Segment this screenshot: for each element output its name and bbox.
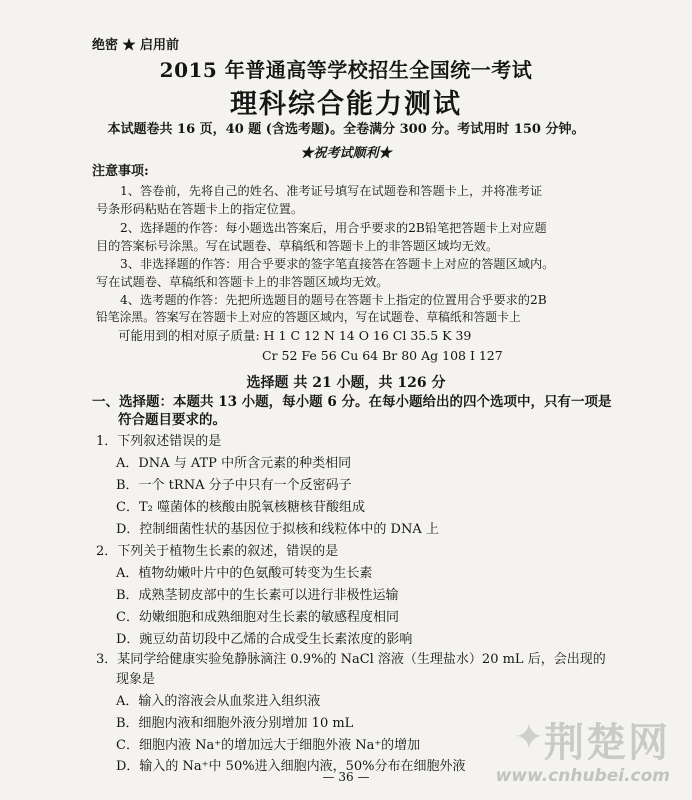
note-line: 3、非选择题的作答：用合乎要求的签字笔直接答在答题卡上对应的答题区域内。 bbox=[120, 257, 555, 271]
question-2-option-d: D．豌豆幼苗切段中乙烯的合成受生长素浓度的影响 bbox=[116, 632, 413, 647]
question-1-option-b: B．一个 tRNA 分子中只有一个反密码子 bbox=[116, 478, 352, 493]
section-title: 选择题 共 21 小题，共 126 分 bbox=[246, 375, 446, 391]
question-3-stem-cont: 现象是 bbox=[116, 672, 156, 687]
note-line: 目的答案标号涂黑。写在试题卷、草稿纸和答题卡上的非答题区域均无效。 bbox=[96, 239, 499, 253]
good-luck-banner: ★祝考试顺利★ bbox=[300, 146, 392, 161]
watermark-logo: 荆楚网 bbox=[544, 720, 670, 766]
note-line: 4、选考题的作答：先把所选题目的题号在答题卡上指定的位置用合乎要求的2B bbox=[120, 293, 547, 307]
part-one-instruction-cont: 符合题目要求的。 bbox=[118, 412, 226, 428]
question-2-option-a: A．植物幼嫩叶片中的色氨酸可转变为生长素 bbox=[116, 566, 373, 581]
notes-heading: 注意事项: bbox=[92, 164, 149, 179]
question-3-option-c: C．细胞内液 Na⁺的增加远大于细胞外液 Na⁺的增加 bbox=[116, 738, 421, 753]
question-3-option-b: B．细胞内液和细胞外液分别增加 10 mL bbox=[116, 716, 354, 731]
question-3-stem: 3．某同学给健康实验兔静脉滴注 0.9%的 NaCl 溶液（生理盐水）20 mL 后，会出现的 bbox=[96, 652, 606, 667]
site-watermark bbox=[495, 706, 684, 794]
question-1-option-a: A．DNA 与 ATP 中所含元素的种类相同 bbox=[116, 456, 352, 471]
exam-subject-title: 理科综合能力测试 bbox=[230, 89, 462, 120]
note-line: 2、选择题的作答：每小题选出答案后，用合乎要求的2B铅笔把答题卡上对应题 bbox=[120, 221, 547, 235]
page-number: — 36 — bbox=[322, 770, 370, 784]
note-line: 1、答卷前，先将自己的姓名、准考证号填写在试题卷和答题卡上，并将准考证 bbox=[120, 184, 543, 198]
atomic-mass-line-2: Cr 52 Fe 56 Cu 64 Br 80 Ag 108 I 127 bbox=[262, 348, 503, 363]
part-one-instruction: 一、选择题：本题共 13 小题，每小题 6 分。在每小题给出的四个选项中，只有一项是 bbox=[92, 394, 612, 410]
question-2-option-b: B．成熟茎韧皮部中的生长素可以进行非极性运输 bbox=[116, 588, 399, 603]
question-2-stem: 2．下列关于植物生长素的叙述，错误的是 bbox=[96, 544, 339, 559]
question-3-option-a: A．输入的溶液会从血浆进入组织液 bbox=[116, 694, 321, 709]
bird-logo-icon: ✦ bbox=[513, 717, 544, 758]
watermark-url: www.cnhubei.com bbox=[495, 766, 670, 786]
note-line: 写在试题卷、草稿纸和答题卡上的非答题区域均无效。 bbox=[96, 275, 389, 289]
question-1-option-c: C．T₂ 噬菌体的核酸由脱氧核糖核苷酸组成 bbox=[116, 500, 365, 515]
note-line: 号条形码粘贴在答题卡上的指定位置。 bbox=[96, 202, 304, 216]
note-line: 铅笔涂黑。答案写在答题卡上对应的答题区域内，写在试题卷、草稿纸和答题卡上 bbox=[96, 310, 521, 324]
question-1-option-d: D．控制细菌性状的基因位于拟核和线粒体中的 DNA 上 bbox=[116, 522, 439, 537]
exam-meta: 本试题卷共 16 页，40 题 (含选考题)。全卷满分 300 分。考试用时 150 分钟。 bbox=[107, 122, 585, 137]
question-2-option-c: C．幼嫩细胞和成熟细胞对生长素的敏感程度相同 bbox=[116, 610, 399, 625]
question-3-option-d: D．输入的 Na⁺中 50%进入细胞内液，50%分布在细胞外液 bbox=[116, 759, 466, 774]
atomic-mass-line-1: 可能用到的相对原子质量: H 1 C 12 N 14 O 16 Cl 35.5 K 39 bbox=[118, 328, 472, 343]
question-1-stem: 1．下列叙述错误的是 bbox=[96, 434, 222, 449]
exam-year-title: 2015 年普通高等学校招生全国统一考试 bbox=[159, 58, 533, 82]
confidential-label: 绝密 ★ 启用前 bbox=[92, 38, 180, 53]
